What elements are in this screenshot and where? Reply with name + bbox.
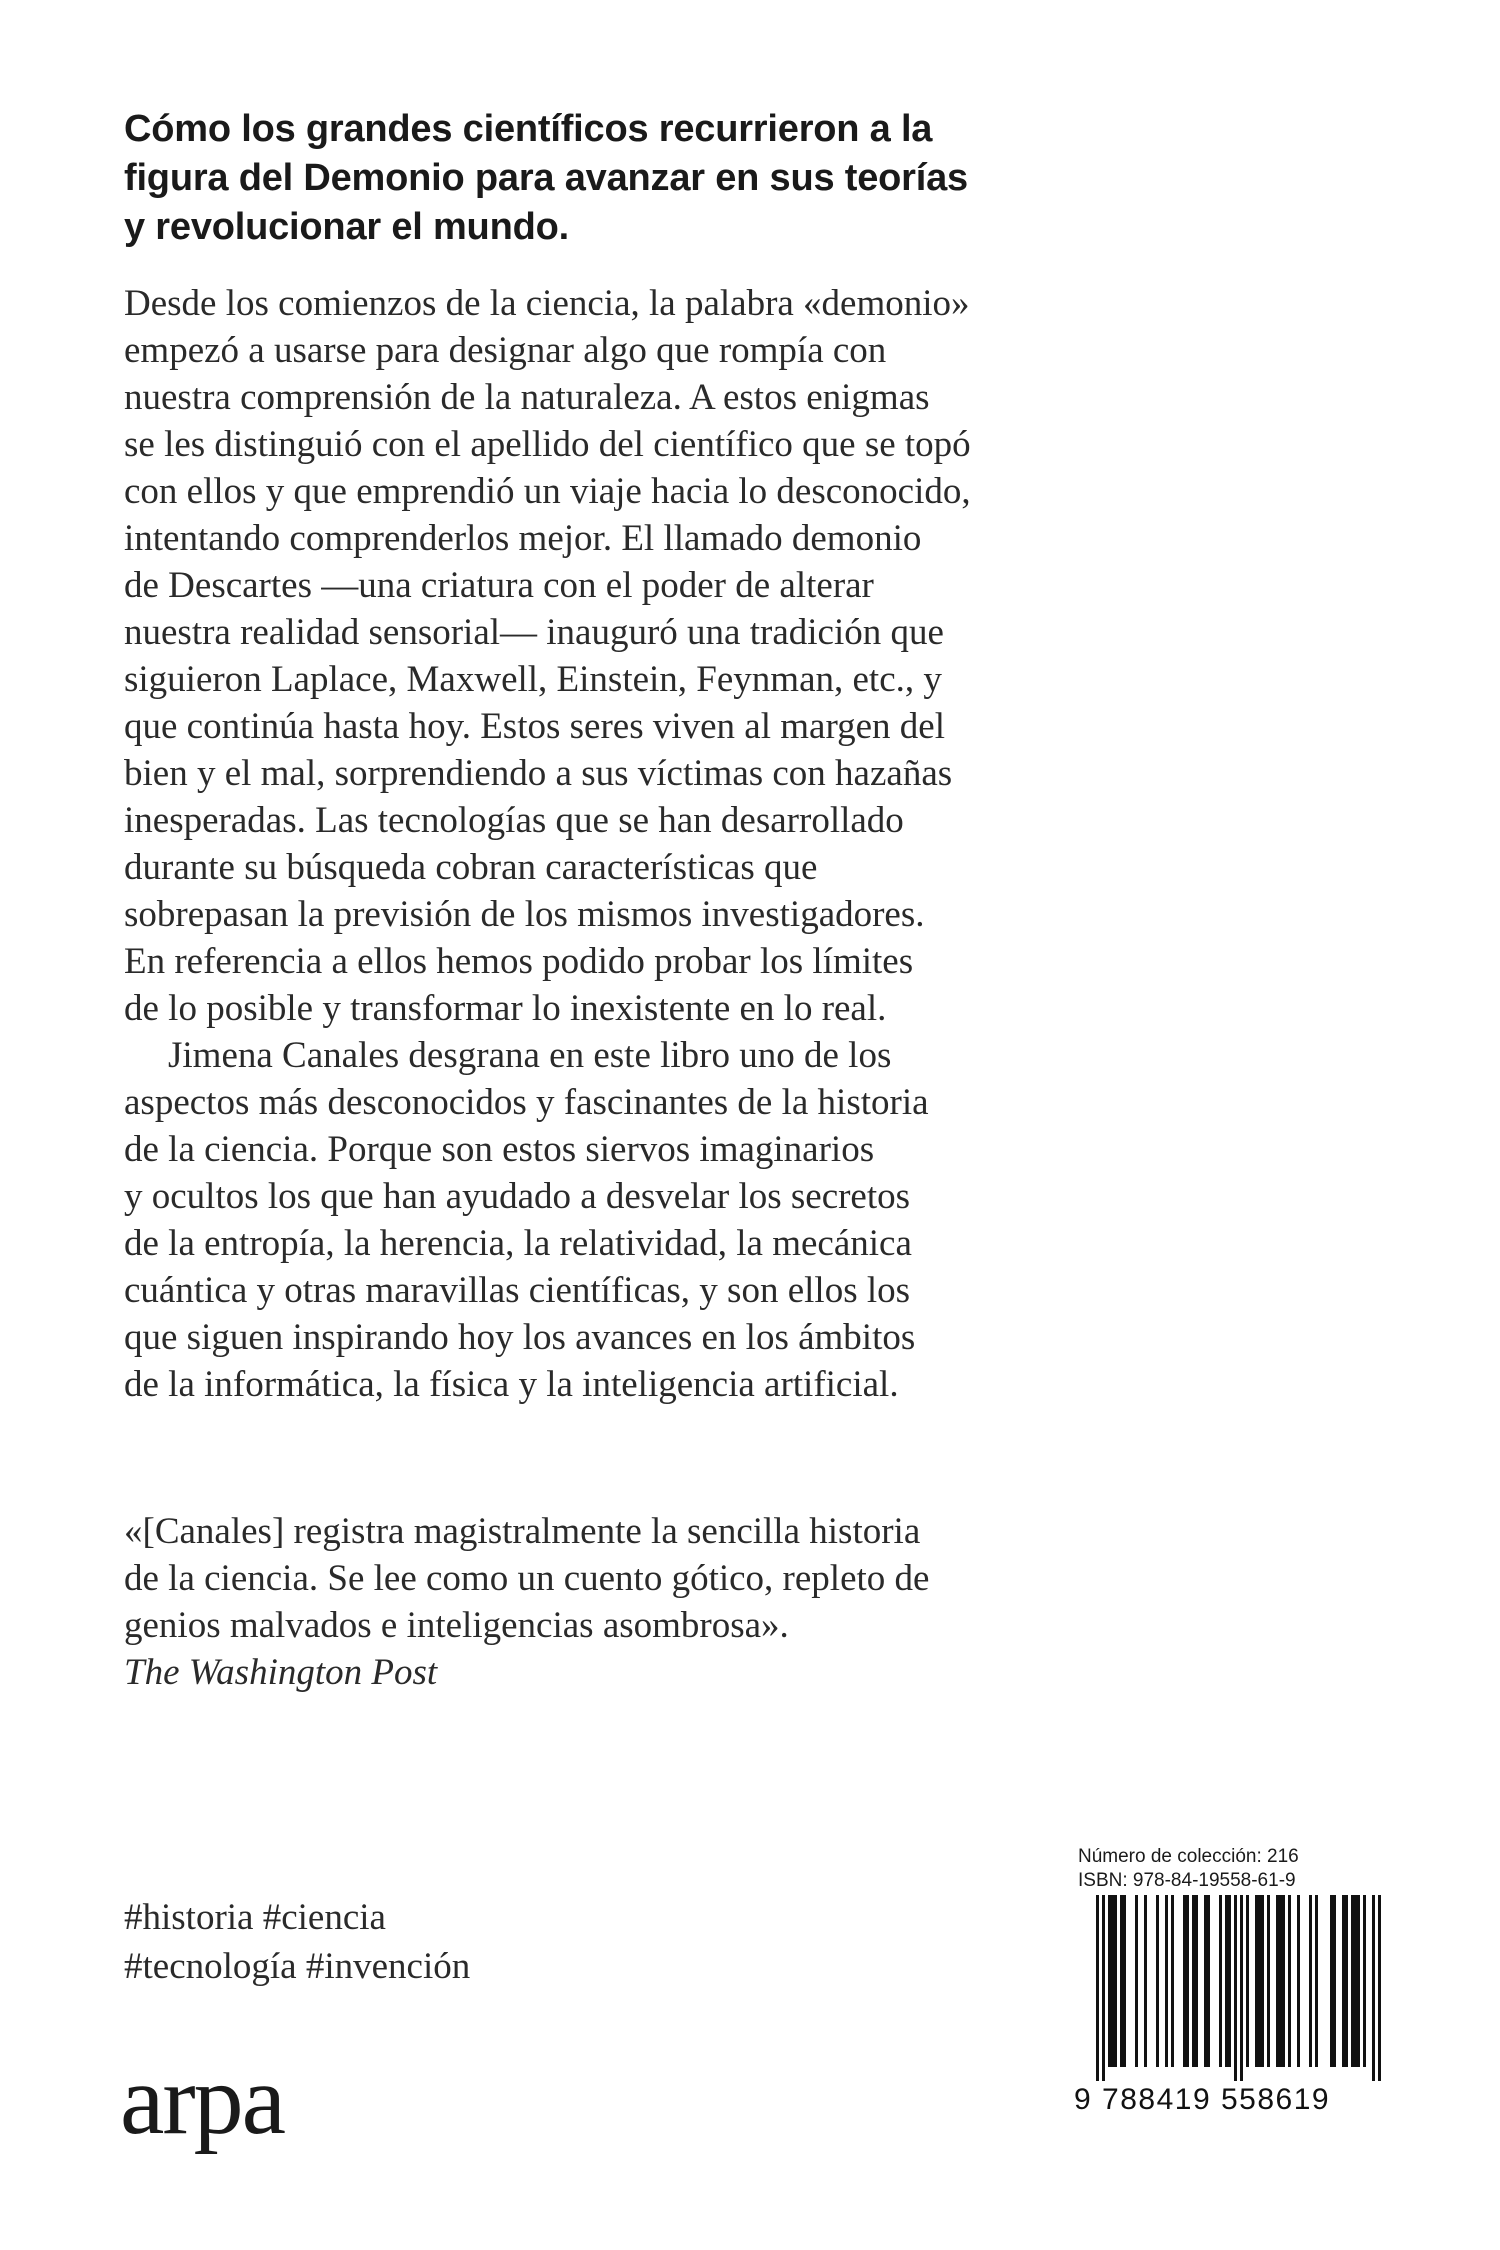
barcode-bar [1204, 1895, 1207, 2067]
headline-line: figura del Demonio para avanzar en sus teorías [124, 157, 968, 199]
synopsis-line: de lo posible y transformar lo inexistente en lo real. [124, 988, 887, 1029]
barcode-bar [1207, 1895, 1210, 2067]
barcode-bar [1378, 1895, 1381, 2081]
synopsis-line: bien y el mal, sorprendiendo a sus víctimas con hazañas [124, 753, 953, 794]
barcode-bar [1219, 1895, 1222, 2067]
quote-line: de la ciencia. Se lee como un cuento gótico, repleto de [124, 1558, 930, 1599]
barcode-bars [1096, 1895, 1381, 2081]
synopsis-line: siguieron Laplace, Maxwell, Einstein, Feynman, etc., y [124, 659, 942, 700]
hashtags-line: #tecnología #invención [124, 1946, 471, 1987]
synopsis-line: que continúa hasta hoy. Estos seres viven al margen del [124, 706, 945, 747]
barcode-bar [1309, 1895, 1312, 2067]
barcode-bar [1351, 1895, 1354, 2067]
barcode-bar [1282, 1895, 1285, 2067]
barcode-bar [1354, 1895, 1357, 2067]
synopsis-line: con ellos y que emprendió un viaje hacia lo desconocido, [124, 471, 971, 512]
barcode-digits: 9 788419 558619 [1074, 2083, 1331, 2115]
barcode-bar [1156, 1895, 1159, 2067]
barcode-bar [1240, 1895, 1243, 2081]
barcode-bar [1315, 1895, 1318, 2067]
synopsis-line: de la ciencia. Porque son estos siervos imaginarios [124, 1129, 875, 1170]
barcode-bar [1345, 1895, 1348, 2067]
barcode-bar [1255, 1895, 1258, 2067]
barcode-bar [1330, 1895, 1333, 2067]
publisher-logo: arpa [120, 2044, 285, 2155]
synopsis-line: aspectos más desconocidos y fascinantes de la historia [124, 1082, 929, 1123]
barcode-bar [1228, 1895, 1231, 2067]
barcode-bar [1171, 1895, 1174, 2067]
synopsis-line: nuestra realidad sensorial— inauguró una tradición que [124, 612, 944, 653]
barcode-image [1070, 1895, 1400, 2115]
barcode-bar [1297, 1895, 1300, 2067]
synopsis-line: intentando comprenderlos mejor. El llamado demonio [124, 518, 922, 559]
collection-number: Número de colección: 216 [1078, 1846, 1299, 1867]
headline-line: Cómo los grandes científicos recurrieron a la [124, 108, 933, 150]
barcode-bar [1234, 1895, 1237, 2081]
synopsis-line: Jimena Canales desgrana en este libro uno de los [168, 1035, 892, 1076]
barcode-bar [1246, 1895, 1249, 2067]
synopsis-line: de Descartes —una criatura con el poder de alterar [124, 565, 874, 606]
synopsis-line: empezó a usarse para designar algo que rompía con [124, 330, 887, 371]
synopsis-line: nuestra comprensión de la naturaleza. A estos enigmas [124, 377, 930, 418]
synopsis-line: y ocultos los que han ayudado a desvelar los secretos [124, 1176, 911, 1217]
barcode-bar [1123, 1895, 1126, 2067]
synopsis-line: cuántica y otras maravillas científicas, y son ellos los [124, 1270, 911, 1311]
synopsis-line: inesperadas. Las tecnologías que se han desarrollado [124, 800, 904, 841]
synopsis-line: de la entropía, la herencia, la relatividad, la mecánica [124, 1223, 912, 1264]
barcode-bar [1111, 1895, 1114, 2067]
synopsis-line: que siguen inspirando hoy los avances en los ámbitos [124, 1317, 916, 1358]
barcode-bar [1195, 1895, 1198, 2067]
barcode-bar [1261, 1895, 1264, 2067]
synopsis-line: sobrepasan la previsión de los mismos investigadores. [124, 894, 925, 935]
barcode-bar [1363, 1895, 1366, 2067]
isbn-label: ISBN: 978-84-19558-61-9 [1078, 1870, 1296, 1891]
barcode-bar [1114, 1895, 1117, 2067]
barcode-bar [1144, 1895, 1147, 2067]
synopsis-line: se les distinguió con el apellido del científico que se topó [124, 424, 971, 465]
barcode-bar [1165, 1895, 1168, 2067]
barcode-bar [1096, 1895, 1099, 2081]
barcode-bar [1183, 1895, 1186, 2067]
headline-line: y revolucionar el mundo. [124, 206, 569, 248]
barcode-bar [1267, 1895, 1270, 2067]
barcode-bar [1357, 1895, 1360, 2067]
review-quote [124, 1508, 1124, 1696]
barcode-bar [1186, 1895, 1189, 2067]
hashtags [124, 1893, 470, 1991]
barcode-bar [1258, 1895, 1261, 2067]
barcode-bar [1225, 1895, 1228, 2067]
barcode-panel [1070, 1845, 1400, 2115]
hashtags-line: #historia #ciencia [124, 1897, 386, 1938]
barcode-bar [1288, 1895, 1291, 2067]
quote-line: «[Canales] registra magistralmente la sencilla historia [124, 1511, 921, 1552]
synopsis-line: En referencia a ellos hemos podido probar los límites [124, 941, 914, 982]
synopsis-line: Desde los comienzos de la ciencia, la palabra «demonio» [124, 283, 970, 324]
barcode-bar [1192, 1895, 1195, 2067]
barcode-bar [1333, 1895, 1336, 2067]
barcode-meta [1078, 1845, 1299, 1893]
quote-line: genios malvados e inteligencias asombrosa». [124, 1605, 789, 1646]
barcode-bar [1102, 1895, 1105, 2081]
barcode-bar [1372, 1895, 1375, 2081]
barcode-bar [1276, 1895, 1279, 2067]
headline [124, 105, 1124, 252]
barcode-bar [1120, 1895, 1123, 2067]
quote-source: The Washington Post [124, 1652, 438, 1693]
barcode-bar [1135, 1895, 1138, 2067]
barcode-bar [1108, 1895, 1111, 2067]
barcode-bar [1279, 1895, 1282, 2067]
barcode-bar [1342, 1895, 1345, 2067]
synopsis [124, 280, 1124, 1408]
synopsis-line: durante su búsqueda cobran características que [124, 847, 818, 888]
synopsis-line: de la informática, la física y la inteligencia artificial. [124, 1364, 899, 1405]
